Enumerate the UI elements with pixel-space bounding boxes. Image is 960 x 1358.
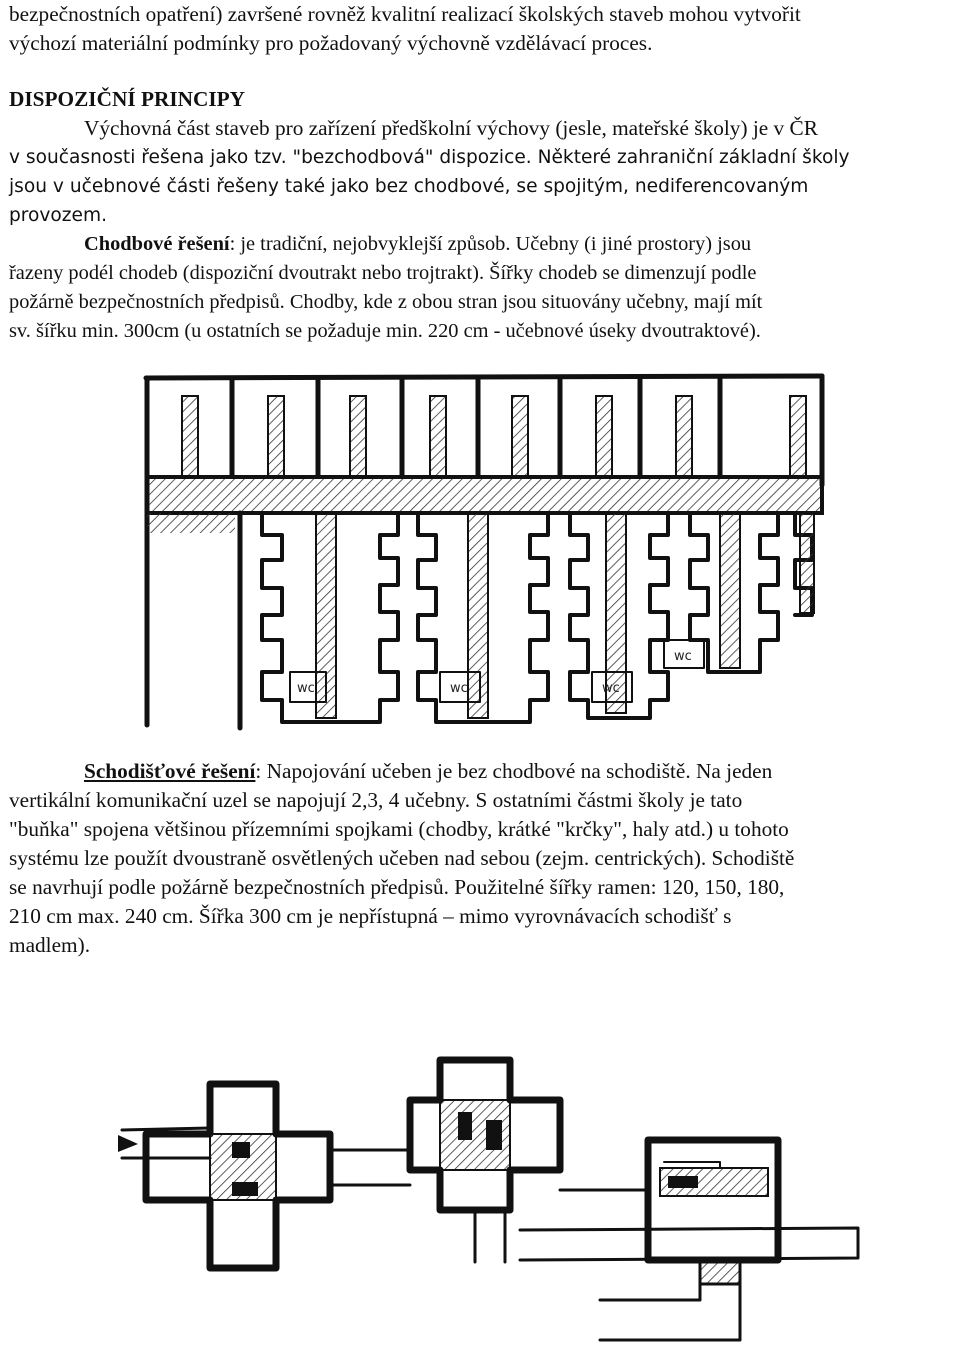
stair-line-3: "buňka" spojena většinou přízemními spojkami (chodby, krátké "krčky", haly atd.) u tohoto — [9, 817, 789, 841]
section-heading: DISPOZIČNÍ PRINCIPY — [9, 87, 246, 111]
stair-line-1-rest: : Napojování učeben je bez chodbové na schodiště. Na jeden — [255, 759, 773, 783]
wc-label-2: wc — [450, 681, 468, 696]
wc-label-1: wc — [297, 681, 315, 696]
staircase-plan-sketch — [0, 1040, 960, 1358]
stair-line-2: vertikální komunikační uzel se napojují 2,3, 4 učebny. S ostatními částmi školy je tato — [9, 788, 743, 812]
stair-line-1 — [84, 757, 772, 786]
wc-label-3: wc — [602, 681, 620, 696]
corridor-plan-sketch — [0, 360, 960, 740]
staircase-plan-drawing — [118, 1060, 858, 1340]
stair-line-4: systému lze použít dvoustraně osvětlených učeben nad sebou (zejm. centrických). Schodiště — [9, 846, 795, 870]
corridor-term: Chodbové řešení — [84, 233, 230, 255]
stair-line-6: 210 cm max. 240 cm. Šířka 300 cm je nepřístupná – mimo vyrovnávacích schodišť s — [9, 904, 732, 928]
para1-line-3: jsou v učebnové části řešeny také jako bez chodbové, se spojitým, nediferencovaným — [9, 176, 809, 197]
stair-term: Schodišťové řešení — [84, 759, 256, 783]
para1-line-4: provozem. — [9, 205, 108, 226]
para1-line-2: v současnosti řešena jako tzv. "bezchodbová" dispozice. Některé zahraniční základní školy — [9, 147, 850, 168]
corridor-line-2: řazeny podél chodeb (dispoziční dvoutrakt nebo trojtrakt). Šířky chodeb se dimenzují podle — [9, 262, 757, 284]
corridor-line-4: sv. šířku min. 300cm (u ostatních se požaduje min. 220 cm - učebnové úseky dvoutraktové). — [9, 320, 761, 342]
corridor-line-1-rest: : je tradiční, nejobvyklejší způsob. Učebny (i jiné prostory) jsou — [229, 233, 752, 255]
wc-label-4: wc — [674, 649, 692, 664]
intro-line-1: bezpečnostních opatření) završené rovněž kvalitní realizací školských staveb mohou vytvořit — [9, 2, 801, 26]
intro-line-2: výchozí materiální podmínky pro požadovaný výchovně vzdělávací proces. — [9, 31, 653, 55]
stair-line-7: madlem). — [9, 933, 91, 957]
stair-line-5: se navrhují podle požárně bezpečnostních předpisů. Použitelné šířky ramen: 120, 150, 180, — [9, 875, 785, 899]
para1-line-1: Výchovná část staveb pro zařízení předškolní výchovy (jesle, mateřské školy) je v ČR — [84, 116, 818, 140]
corridor-line-3: požárně bezpečnostních předpisů. Chodby, kde z obou stran jsou situovány učebny, mají mít — [9, 291, 763, 313]
corridor-plan-drawing — [146, 376, 822, 728]
corridor-line-1 — [84, 230, 751, 259]
